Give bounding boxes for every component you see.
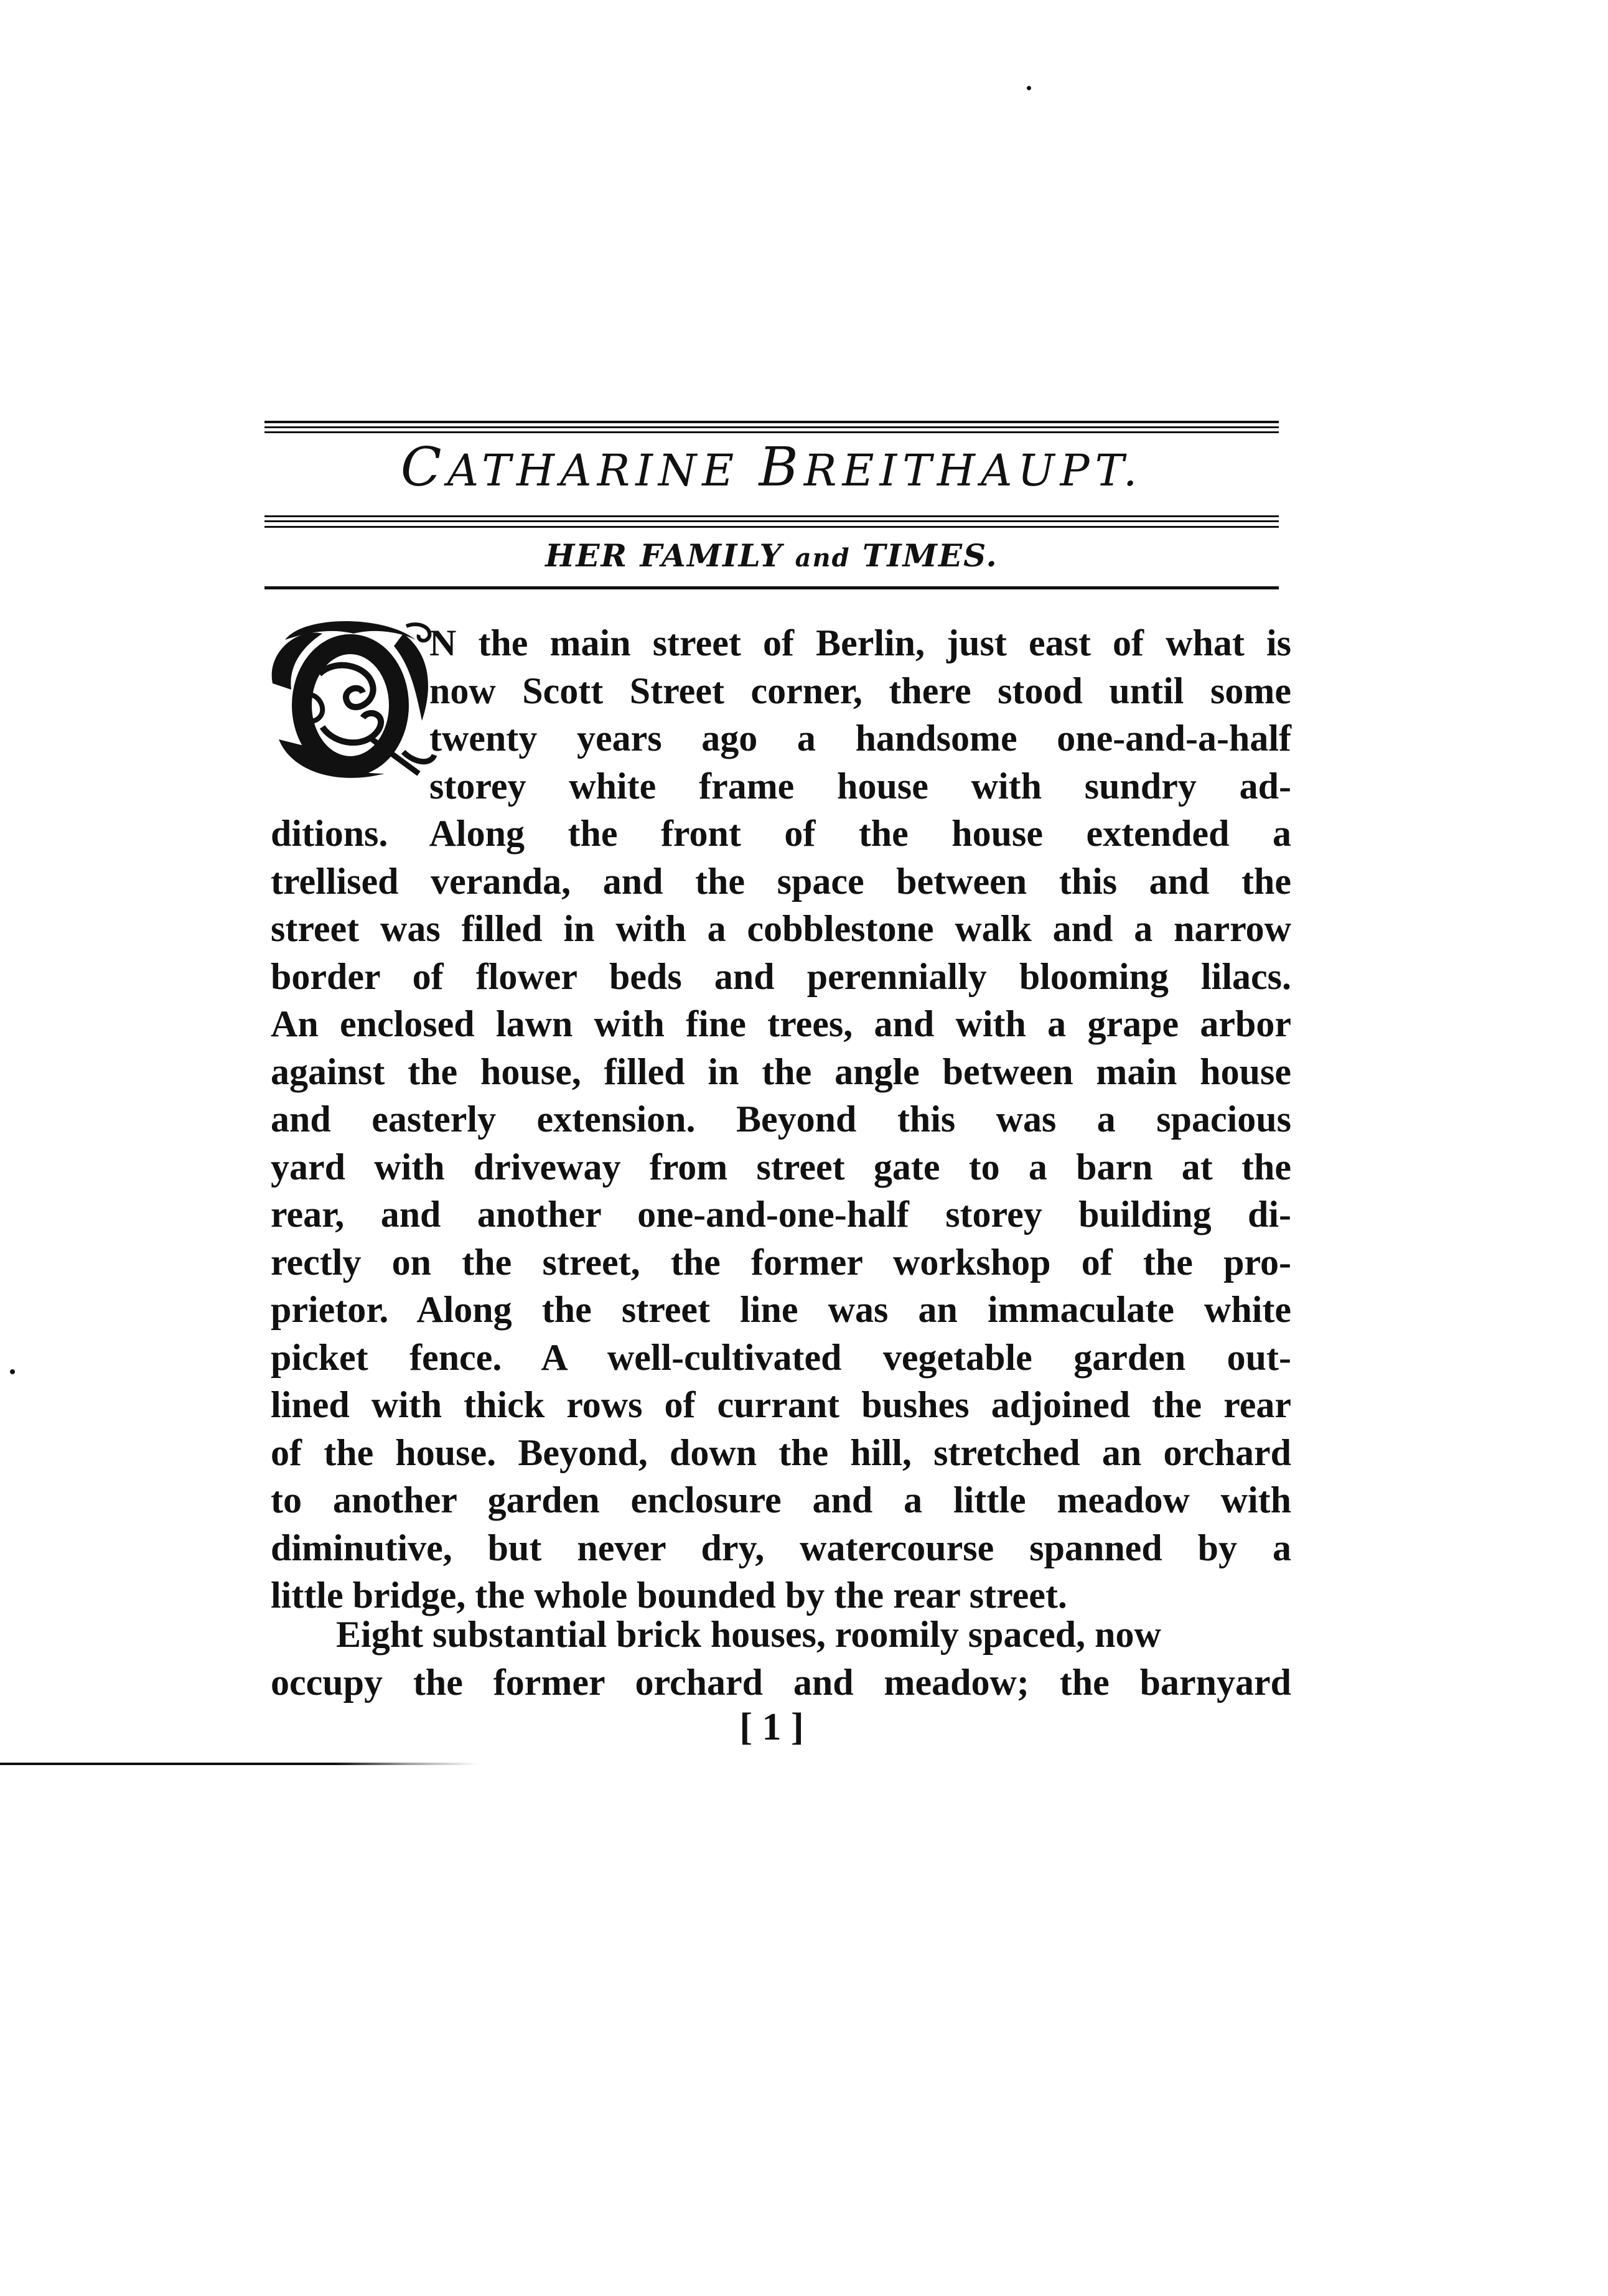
text-line: storey white frame house with sundry ad- bbox=[429, 765, 1291, 807]
ink-speck-left bbox=[10, 1369, 15, 1374]
text-line: picket fence. A well-cultivated vegetable garden out- bbox=[271, 1336, 1291, 1378]
text-line: An enclosed lawn with fine trees, and with a grape arbor bbox=[271, 1003, 1291, 1044]
top-rule-1 bbox=[264, 421, 1279, 423]
ink-speck-top bbox=[1027, 86, 1031, 90]
text-line: lined with thick rows of currant bushes adjoined the rear bbox=[271, 1384, 1291, 1425]
text-line: little bridge, the whole bounded by the rear street. bbox=[271, 1575, 1067, 1616]
text-line: street was filled in with a cobblestone walk and a narrow bbox=[271, 908, 1291, 949]
top-rule-3 bbox=[264, 431, 1279, 433]
text-line: N the main street of Berlin, just east of what is bbox=[429, 622, 1291, 663]
paragraph-1 bbox=[271, 810, 1291, 1619]
svg-text:O: O bbox=[348, 728, 353, 735]
text-line: border of flower beds and perennially blooming lilacs. bbox=[271, 955, 1291, 997]
text-line: yard with driveway from street gate to a barn at the bbox=[271, 1146, 1291, 1188]
mid-rule-1 bbox=[264, 515, 1279, 517]
text-line: ditions. Along the front of the house extended a bbox=[271, 813, 1291, 854]
text-line: rectly on the street, the former workshop of the pro- bbox=[271, 1241, 1291, 1283]
mid-rule-3 bbox=[264, 526, 1279, 528]
mid-rule-2 bbox=[264, 520, 1279, 522]
text-line: twenty years ago a handsome one-and-a-half bbox=[429, 718, 1291, 759]
text-line: against the house, filled in the angle between main house bbox=[271, 1051, 1291, 1092]
text-line: Eight substantial brick houses, roomily spaced, now bbox=[336, 1614, 1161, 1655]
text-line: trellised veranda, and the space between this and the bbox=[271, 860, 1291, 902]
page-subtitle: HER FAMILY and TIMES. bbox=[545, 537, 998, 574]
text-line: occupy the former orchard and meadow; the barnyard bbox=[271, 1661, 1291, 1703]
text-line: and easterly extension. Beyond this was a spacious bbox=[271, 1099, 1291, 1140]
text-line: of the house. Beyond, down the hill, stretched an orchard bbox=[271, 1431, 1291, 1473]
ornamental-initial-icon bbox=[260, 615, 441, 789]
page-number: [ 1 ] bbox=[739, 1706, 804, 1748]
paragraph-1-capped-lines bbox=[429, 619, 1291, 810]
top-rule-2 bbox=[264, 426, 1279, 428]
page-title: CATHARINE BREITHAUPT. bbox=[400, 436, 1143, 499]
text-line: to another garden enclosure and a little meadow with bbox=[271, 1479, 1291, 1521]
text-line: diminutive, but never dry, watercourse spanned by a bbox=[271, 1527, 1291, 1568]
subtitle-rule bbox=[264, 586, 1279, 589]
bottom-rule bbox=[0, 1763, 479, 1765]
drop-cap-ornament bbox=[260, 615, 441, 789]
text-line: now Scott Street corner, there stood until some bbox=[429, 670, 1291, 711]
text-line: rear, and another one-and-one-half storey building di- bbox=[271, 1194, 1291, 1235]
text-line: prietor. Along the street line was an immaculate white bbox=[271, 1289, 1291, 1330]
paragraph-2 bbox=[271, 1611, 1291, 1706]
